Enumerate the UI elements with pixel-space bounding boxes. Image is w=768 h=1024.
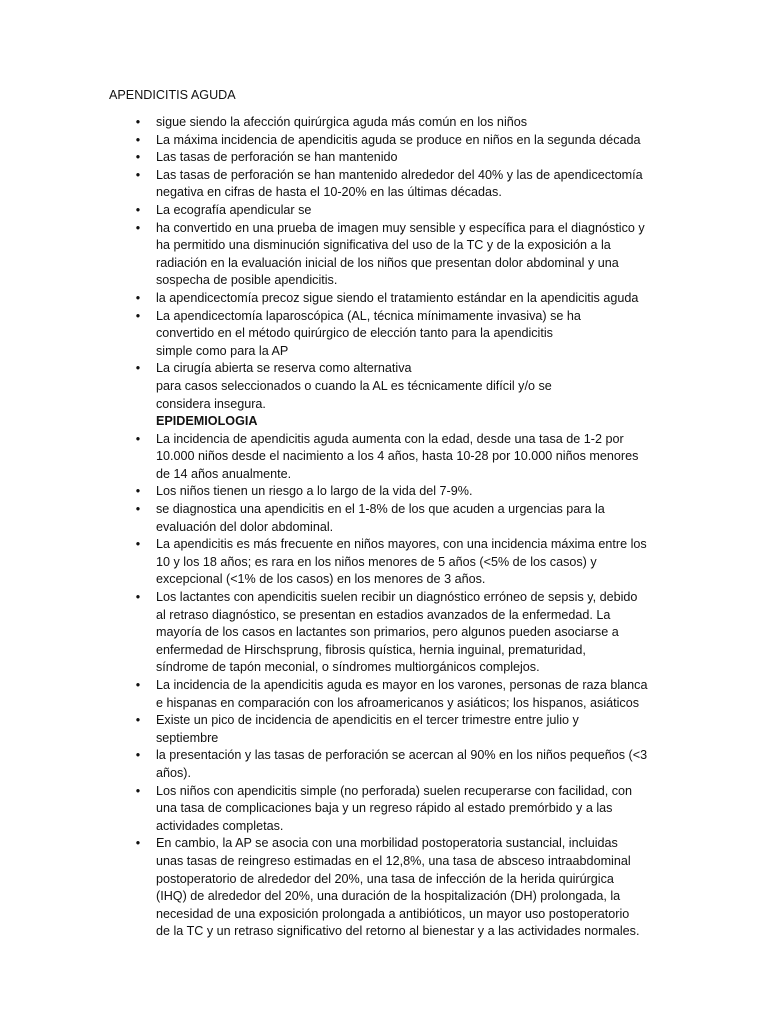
bullet-dot-icon: • bbox=[135, 678, 141, 692]
bullet-dot-icon: • bbox=[135, 308, 141, 323]
list-item bbox=[0, 835, 768, 941]
bullet-text-line: considera insegura. bbox=[156, 396, 266, 411]
list-item bbox=[0, 114, 768, 132]
bullet-text-line: La incidencia de la apendicitis aguda es mayor en los varones, personas de raza blanca bbox=[156, 678, 648, 692]
bullet-text-line: (IHQ) de alrededor del 20%, una duración de la hospitalización (DH) prolongada, la bbox=[156, 889, 621, 904]
bullet-dot-icon: • bbox=[135, 537, 141, 552]
list-item bbox=[0, 431, 768, 484]
bullet-text-line: convertido en el método quirúrgico de elección tanto para la apendicitis bbox=[156, 326, 553, 341]
list-item bbox=[0, 536, 768, 589]
section-heading: EPIDEMIOLOGIA bbox=[156, 414, 258, 429]
bullet-dot-icon: • bbox=[135, 713, 141, 728]
list-item bbox=[0, 149, 768, 167]
list-item bbox=[0, 360, 768, 413]
bullet-dot-icon: • bbox=[135, 361, 141, 376]
bullet-dot-icon: • bbox=[135, 202, 141, 217]
bullet-text-line: la presentación y las tasas de perforación se acercan al 90% en los niños pequeños (<3 bbox=[156, 748, 648, 763]
bullet-text-line: para casos seleccionados o cuando la AL es técnicamente difícil y/o se bbox=[156, 378, 552, 393]
list-item bbox=[0, 501, 768, 536]
bullet-dot-icon: • bbox=[135, 748, 141, 763]
bullet-text-line: excepcional (<1% de los casos) en los menores de 3 años. bbox=[156, 572, 486, 587]
list-item bbox=[0, 589, 768, 677]
bullet-text-line: La apendicectomía laparoscópica (AL, técnica mínimamente invasiva) se ha bbox=[156, 308, 581, 323]
bullet-text-line: Los niños tienen un riesgo a lo largo de la vida del 7-9%. bbox=[156, 484, 473, 499]
bullet-text-line: La ecografía apendicular se bbox=[156, 202, 312, 217]
bullet-text-line: La apendicitis es más frecuente en niños mayores, con una incidencia máxima entre los bbox=[156, 537, 647, 552]
bullet-text-line: la apendicectomía precoz sigue siendo el tratamiento estándar en la apendicitis aguda bbox=[156, 290, 639, 305]
bullet-text-line: 10 y los 18 años; es rara en los niños menores de 5 años (<5% de los casos) y bbox=[156, 554, 597, 569]
list-item bbox=[0, 783, 768, 836]
bullet-text-line: síndrome de tapón meconial, o síndromes multiorgánicos complejos. bbox=[156, 660, 540, 675]
list-item bbox=[0, 677, 768, 712]
bullet-list bbox=[0, 114, 768, 941]
bullet-dot-icon: • bbox=[135, 484, 141, 499]
bullet-text-line: postoperatorio de alrededor del 20%, una tasa de infección de la herida quirúrgica bbox=[156, 871, 614, 886]
bullet-text-line: ha permitido una disminución significativa del uso de la TC y de la exposición a la bbox=[156, 238, 611, 253]
list-item bbox=[0, 202, 768, 220]
list-item bbox=[0, 308, 768, 361]
bullet-dot-icon: • bbox=[135, 220, 141, 235]
bullet-text-line: Los lactantes con apendicitis suelen recibir un diagnóstico erróneo de sepsis y, debido bbox=[156, 590, 638, 605]
bullet-text-line: La máxima incidencia de apendicitis aguda se produce en niños en la segunda década bbox=[156, 132, 641, 147]
bullet-dot-icon: • bbox=[135, 115, 141, 129]
bullet-text-line: septiembre bbox=[156, 730, 219, 745]
bullet-text-line: al retraso diagnóstico, se presentan en estadios avanzados de la enfermedad. La bbox=[156, 607, 611, 622]
list-item bbox=[0, 712, 768, 747]
bullet-text-line: de 14 años anualmente. bbox=[156, 466, 292, 481]
bullet-text-line: simple como para la AP bbox=[156, 343, 289, 358]
bullet-text-line: e hispanas en comparación con los afroamericanos y asiáticos; los hispanos, asiáticos bbox=[156, 695, 640, 710]
bullet-text-line: evaluación del dolor abdominal. bbox=[156, 519, 334, 534]
list-item bbox=[0, 747, 768, 782]
bullet-text-line: Las tasas de perforación se han mantenido alrededor del 40% y las de apendicectomía bbox=[156, 167, 643, 182]
list-item bbox=[0, 290, 768, 308]
bullet-dot-icon: • bbox=[135, 836, 141, 851]
bullet-text-line: unas tasas de reingreso estimadas en el 12,8%, una tasa de absceso intraabdominal bbox=[156, 853, 631, 868]
bullet-text-line: años). bbox=[156, 765, 192, 780]
bullet-text-line: radiación en la evaluación inicial de los niños que presentan dolor abdominal y una bbox=[156, 255, 619, 270]
bullet-text-line: La cirugía abierta se reserva como alternativa bbox=[156, 361, 412, 376]
bullet-text-line: 10.000 niños desde el nacimiento a los 4 años, hasta 10-28 por 10.000 niños menores bbox=[156, 449, 639, 464]
bullet-text-line: se diagnostica una apendicitis en el 1-8% de los que acuden a urgencias para la bbox=[156, 502, 605, 517]
bullet-dot-icon: • bbox=[135, 150, 141, 165]
bullet-text-line: La incidencia de apendicitis aguda aumenta con la edad, desde una tasa de 1-2 por bbox=[156, 431, 624, 446]
bullet-text-line: sigue siendo la afección quirúrgica aguda más común en los niños bbox=[156, 115, 528, 129]
bullet-text-line: sospecha de posible apendicitis. bbox=[156, 273, 338, 288]
document-title: APENDICITIS AGUDA bbox=[109, 88, 236, 102]
bullet-text-line: En cambio, la AP se asocia con una morbilidad postoperatoria sustancial, incluidas bbox=[156, 836, 618, 851]
bullet-dot-icon: • bbox=[135, 167, 141, 182]
bullet-text-line: necesidad de una exposición prolongada a antibióticos, un mayor uso postoperatorio bbox=[156, 906, 630, 921]
list-item bbox=[0, 220, 768, 290]
bullet-text-line: Existe un pico de incidencia de apendicitis en el tercer trimestre entre julio y bbox=[156, 713, 579, 728]
bullet-dot-icon: • bbox=[135, 290, 141, 305]
bullet-dot-icon: • bbox=[135, 590, 141, 605]
bullet-text-line: actividades completas. bbox=[156, 818, 284, 833]
bullet-text-line: ha convertido en una prueba de imagen muy sensible y específica para el diagnóstico y bbox=[156, 220, 645, 235]
bullet-text-line: de la TC y un retraso significativo del retorno al bienestar y a las actividades normales. bbox=[156, 924, 640, 939]
bullet-text-line: enfermedad de Hirschsprung, fibrosis quística, hernia inguinal, prematuridad, bbox=[156, 642, 586, 657]
bullet-text-line: Los niños con apendicitis simple (no perforada) suelen recuperarse con facilidad, con bbox=[156, 783, 633, 798]
bullet-dot-icon: • bbox=[135, 502, 141, 517]
bullet-dot-icon: • bbox=[135, 132, 141, 147]
list-item bbox=[0, 167, 768, 202]
bullet-text-line: negativa en cifras de hasta el 10-20% en las últimas décadas. bbox=[156, 185, 502, 200]
bullet-text-line: mayoría de los casos en lactantes son primarios, pero algunos pueden asociarse a bbox=[156, 625, 619, 640]
list-item bbox=[0, 483, 768, 501]
bullet-text-line: Las tasas de perforación se han mantenido bbox=[156, 150, 398, 165]
bullet-dot-icon: • bbox=[135, 783, 141, 798]
list-item bbox=[0, 132, 768, 150]
bullet-text-line: una tasa de complicaciones baja y un regreso rápido al estado premórbido y a las bbox=[156, 801, 613, 816]
bullet-dot-icon: • bbox=[135, 431, 141, 446]
